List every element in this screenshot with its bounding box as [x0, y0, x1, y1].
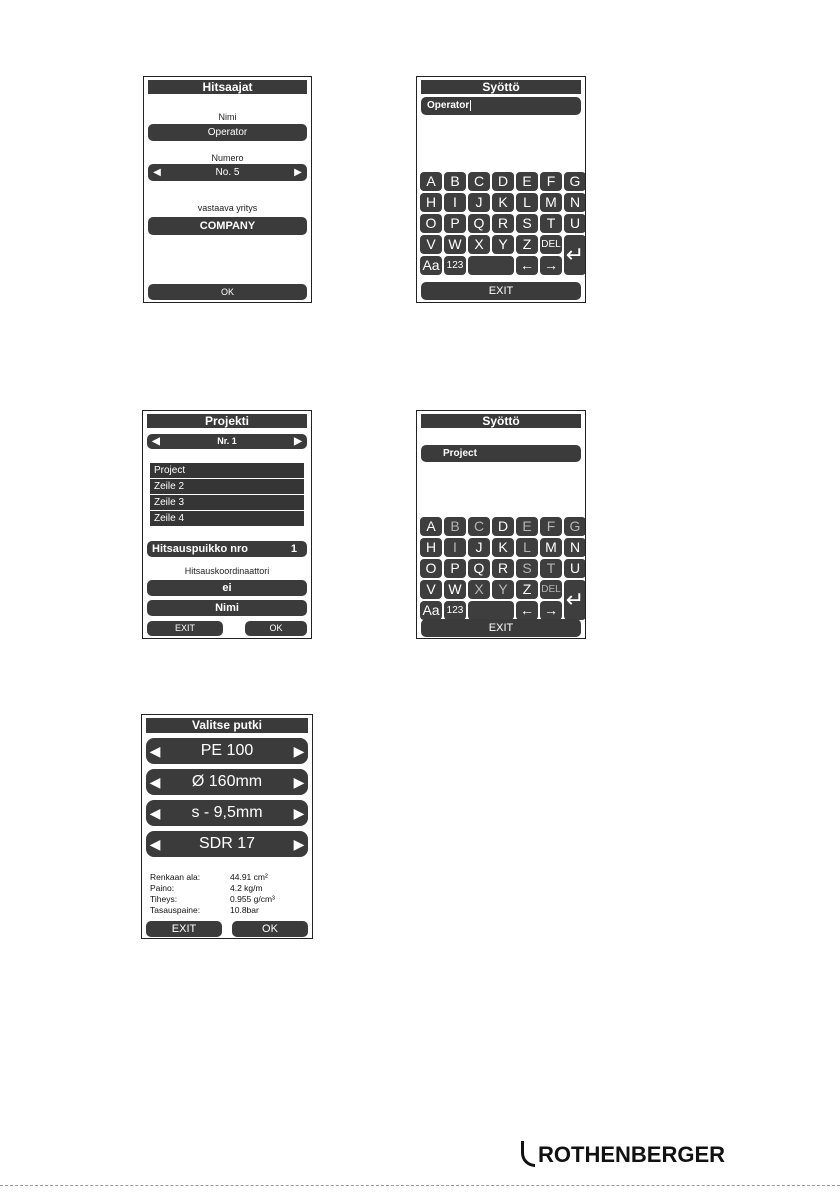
- case-toggle-key[interactable]: Aa: [420, 601, 442, 620]
- info-value: 0.955 g/cm³: [230, 894, 275, 904]
- exit-button[interactable]: EXIT: [147, 621, 223, 636]
- arrow-left-icon[interactable]: ◀: [149, 774, 161, 790]
- screen-title: Hitsaajat: [148, 80, 307, 94]
- exit-button[interactable]: EXIT: [146, 921, 222, 937]
- text-input[interactable]: [421, 445, 581, 462]
- info-row: [150, 872, 268, 882]
- key-q[interactable]: Q: [468, 559, 490, 578]
- key-b[interactable]: B: [444, 517, 466, 536]
- pipe-selector-value: PE 100: [200, 742, 254, 759]
- input-screen-project: [416, 410, 586, 639]
- arrow-left-icon[interactable]: ◀: [152, 436, 160, 447]
- delete-key[interactable]: DEL: [540, 235, 562, 254]
- info-value: 44.91 cm²: [230, 872, 268, 882]
- key-f[interactable]: F: [540, 172, 562, 191]
- input-value: Project: [443, 448, 477, 459]
- info-label: Renkaan ala:: [150, 872, 201, 882]
- key-m[interactable]: M: [540, 193, 562, 212]
- key-s[interactable]: S: [516, 214, 538, 233]
- page-bottom-rule: [0, 1185, 840, 1192]
- key-k[interactable]: K: [492, 538, 514, 557]
- input-value: Operator: [427, 100, 470, 111]
- brand-mark-icon: [521, 1141, 535, 1167]
- key-o[interactable]: O: [420, 214, 442, 233]
- key-z[interactable]: Z: [516, 235, 538, 254]
- arrow-right-icon[interactable]: ▶: [293, 743, 305, 759]
- key-u[interactable]: U: [564, 559, 586, 578]
- key-h[interactable]: H: [420, 538, 442, 557]
- welding-unit-value: 1: [290, 543, 297, 555]
- key-e[interactable]: E: [516, 517, 538, 536]
- brand-logo: ROTHENBERGER: [538, 1142, 726, 1167]
- key-k[interactable]: K: [492, 193, 514, 212]
- coordinator-field[interactable]: ei: [147, 580, 307, 596]
- info-row: [150, 883, 263, 893]
- ok-button[interactable]: OK: [232, 921, 308, 937]
- key-v[interactable]: V: [420, 235, 442, 254]
- key-f[interactable]: F: [540, 517, 562, 536]
- exit-button[interactable]: EXIT: [421, 282, 581, 300]
- ok-button[interactable]: OK: [245, 621, 307, 636]
- enter-icon[interactable]: ↵: [564, 235, 586, 275]
- arrow-right-icon[interactable]: →: [540, 256, 562, 275]
- key-w[interactable]: W: [444, 235, 466, 254]
- arrow-right-icon[interactable]: ▶: [294, 167, 302, 178]
- info-row: [150, 905, 259, 915]
- arrow-right-icon[interactable]: ▶: [294, 436, 302, 447]
- key-p[interactable]: P: [444, 559, 466, 578]
- key-j[interactable]: J: [468, 538, 490, 557]
- arrow-right-icon[interactable]: ▶: [293, 805, 305, 821]
- key-t[interactable]: T: [540, 214, 562, 233]
- key-m[interactable]: M: [540, 538, 562, 557]
- key-r[interactable]: R: [492, 559, 514, 578]
- exit-button[interactable]: EXIT: [421, 619, 581, 637]
- key-w[interactable]: W: [444, 580, 466, 599]
- screen-title: Valitse putki: [146, 718, 308, 733]
- number-label: Numero: [211, 153, 244, 163]
- enter-icon[interactable]: ↵: [564, 580, 586, 620]
- pipe-selector[interactable]: [146, 769, 308, 795]
- ok-button[interactable]: OK: [148, 284, 307, 300]
- key-n[interactable]: N: [564, 538, 586, 557]
- key-d[interactable]: D: [492, 172, 514, 191]
- pipe-selector[interactable]: [146, 738, 308, 764]
- info-row: [150, 894, 275, 904]
- text-input[interactable]: [421, 97, 581, 115]
- project-line[interactable]: Zeile 2: [150, 479, 304, 494]
- welding-unit-label: Hitsauspuikko nro: [152, 543, 248, 555]
- welding-unit-field[interactable]: [147, 541, 307, 557]
- key-g[interactable]: G: [564, 172, 586, 191]
- arrow-left-icon[interactable]: ←: [516, 256, 538, 275]
- arrow-left-icon[interactable]: ←: [516, 601, 538, 620]
- text-cursor: [470, 100, 471, 111]
- pipe-selector[interactable]: [146, 831, 308, 857]
- key-g[interactable]: G: [564, 517, 586, 536]
- key-i[interactable]: I: [444, 193, 466, 212]
- project-lines: [143, 461, 311, 531]
- key-b[interactable]: B: [444, 172, 466, 191]
- screen-title: Projekti: [147, 414, 307, 428]
- coordinator-label: Hitsauskoordinaattori: [184, 566, 270, 576]
- key-q[interactable]: Q: [468, 214, 490, 233]
- name-field[interactable]: Operator: [148, 124, 307, 141]
- on-screen-keyboard: [417, 172, 585, 280]
- arrow-left-icon[interactable]: ◀: [149, 836, 161, 852]
- key-a[interactable]: A: [420, 517, 442, 536]
- key-e[interactable]: E: [516, 172, 538, 191]
- key-p[interactable]: P: [444, 214, 466, 233]
- key-i[interactable]: I: [444, 538, 466, 557]
- arrow-left-icon[interactable]: ◀: [149, 805, 161, 821]
- info-label: Paino:: [150, 883, 175, 893]
- key-v[interactable]: V: [420, 580, 442, 599]
- company-field[interactable]: COMPANY: [148, 217, 307, 235]
- screen-title: Syöttö: [421, 80, 581, 94]
- pipe-selector-value: SDR 17: [198, 835, 256, 852]
- key-s[interactable]: S: [516, 559, 538, 578]
- number-value: No. 5: [215, 167, 240, 178]
- key-a[interactable]: A: [420, 172, 442, 191]
- project-line[interactable]: Zeile 4: [150, 511, 304, 526]
- arrow-right-icon[interactable]: ▶: [293, 836, 305, 852]
- key-j[interactable]: J: [468, 193, 490, 212]
- info-value: 10.8bar: [230, 905, 259, 915]
- project-line[interactable]: Project: [150, 463, 304, 478]
- key-x[interactable]: X: [468, 580, 490, 599]
- info-label: Tiheys:: [150, 894, 178, 904]
- key-y[interactable]: Y: [492, 235, 514, 254]
- screen-title: Syöttö: [421, 414, 581, 428]
- key-z[interactable]: Z: [516, 580, 538, 599]
- info-value: 4.2 kg/m: [230, 883, 263, 893]
- on-screen-keyboard: [417, 517, 585, 619]
- name-button[interactable]: Nimi: [147, 600, 307, 616]
- info-label: Tasauspaine:: [150, 905, 201, 915]
- number-selector[interactable]: [148, 164, 307, 181]
- key-c[interactable]: C: [468, 172, 490, 191]
- key-o[interactable]: O: [420, 559, 442, 578]
- key-l[interactable]: L: [516, 193, 538, 212]
- key-x[interactable]: X: [468, 235, 490, 254]
- company-label: vastaava yritys: [197, 203, 258, 213]
- project-number-selector[interactable]: [147, 434, 307, 449]
- input-screen-operator: [416, 76, 586, 303]
- key-d[interactable]: D: [492, 517, 514, 536]
- space-key[interactable]: [468, 256, 514, 275]
- select-pipe-screen: [141, 714, 313, 939]
- key-u[interactable]: U: [564, 214, 586, 233]
- numbers-key[interactable]: 123: [444, 601, 466, 620]
- arrow-right-icon[interactable]: →: [540, 601, 562, 620]
- key-c[interactable]: C: [468, 517, 490, 536]
- numbers-key[interactable]: 123: [444, 256, 466, 275]
- project-screen: [142, 410, 312, 639]
- key-t[interactable]: T: [540, 559, 562, 578]
- arrow-right-icon[interactable]: ▶: [293, 774, 305, 790]
- key-h[interactable]: H: [420, 193, 442, 212]
- pipe-selector[interactable]: [146, 800, 308, 826]
- space-key[interactable]: [468, 601, 514, 620]
- name-label: Nimi: [218, 112, 237, 122]
- delete-key[interactable]: DEL: [540, 580, 562, 599]
- pipe-selector-value: s - 9,5mm: [191, 804, 263, 821]
- key-y[interactable]: Y: [492, 580, 514, 599]
- welders-screen: [143, 76, 312, 303]
- arrow-left-icon[interactable]: ◀: [149, 743, 161, 759]
- key-l[interactable]: L: [516, 538, 538, 557]
- arrow-left-icon[interactable]: ◀: [153, 167, 161, 178]
- pipe-selector-value: Ø 160mm: [191, 773, 263, 790]
- case-toggle-key[interactable]: Aa: [420, 256, 442, 275]
- key-r[interactable]: R: [492, 214, 514, 233]
- project-line[interactable]: Zeile 3: [150, 495, 304, 510]
- project-number-value: Nr. 1: [217, 436, 237, 446]
- key-n[interactable]: N: [564, 193, 586, 212]
